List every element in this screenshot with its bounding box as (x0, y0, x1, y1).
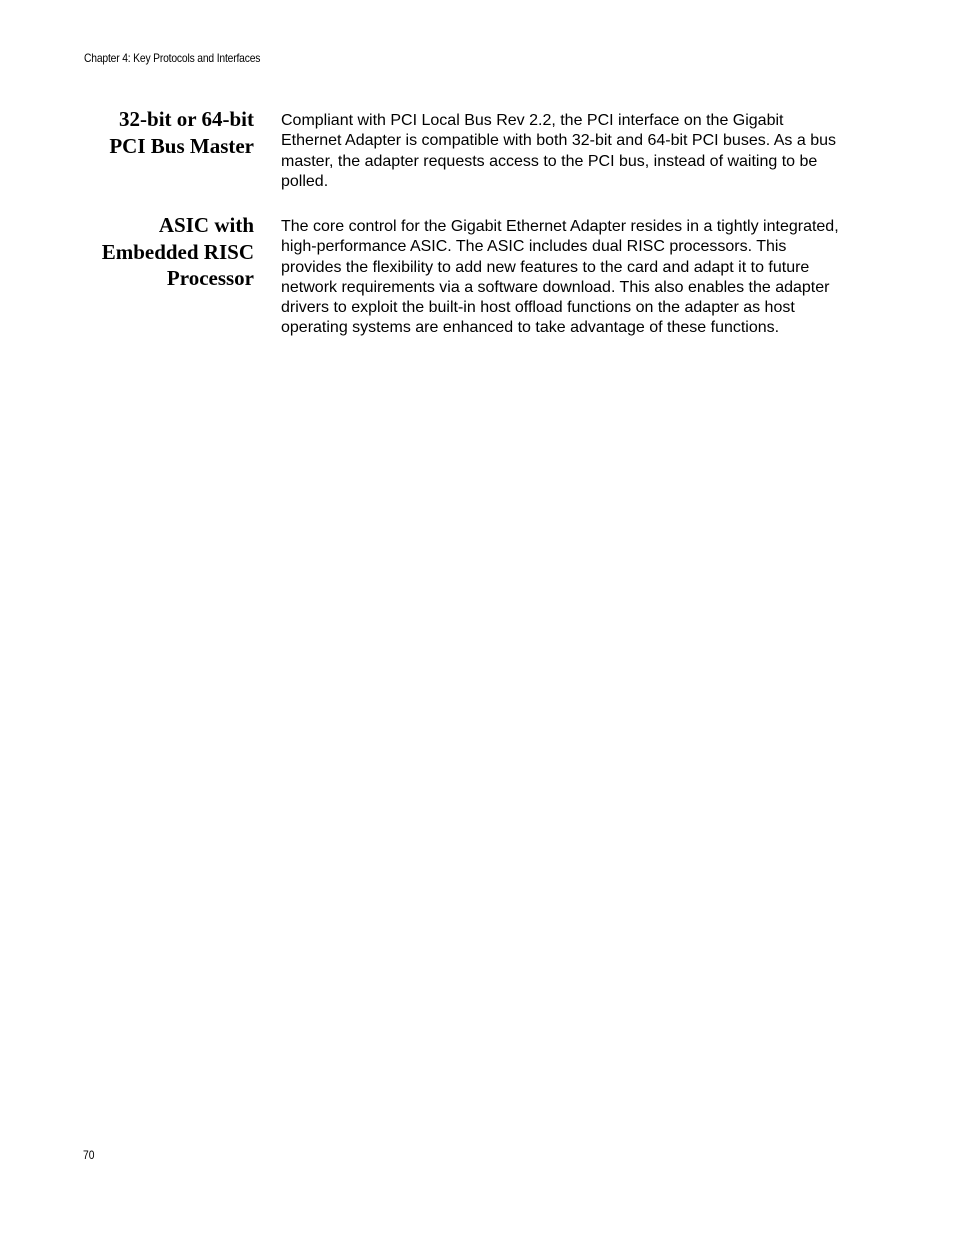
running-header: Chapter 4: Key Protocols and Interfaces (84, 51, 261, 65)
section-heading (54, 212, 254, 292)
section-heading (54, 106, 254, 159)
heading-line: Processor (166, 266, 254, 290)
section-body: The core control for the Gigabit Ethernet Adapter resides in a tightly integrated, high-performance ASIC. The ASIC includes dual RISC processors. This provides the flexibility to add new features to the card and adapt it to future network requirements via a software download. This also enables the adapter drivers to exploit the built-in host offload functions on the adapter as host operating systems are enhanced to take advantage of these functions. (281, 218, 839, 337)
heading-line: 32-bit or 64-bit (119, 107, 254, 131)
heading-line: ASIC with (158, 213, 254, 237)
heading-line: Embedded RISC (101, 239, 254, 264)
page-number: 70 (83, 1148, 95, 1162)
section-body: Compliant with PCI Local Bus Rev 2.2, the PCI interface on the Gigabit Ethernet Adapter is compatible with both 32-bit and 64-bit PCI buses. As a bus master, the adapter requests access to the PCI bus, instead of waiting to be polled. (281, 112, 836, 190)
heading-line: PCI Bus Master (109, 133, 254, 158)
